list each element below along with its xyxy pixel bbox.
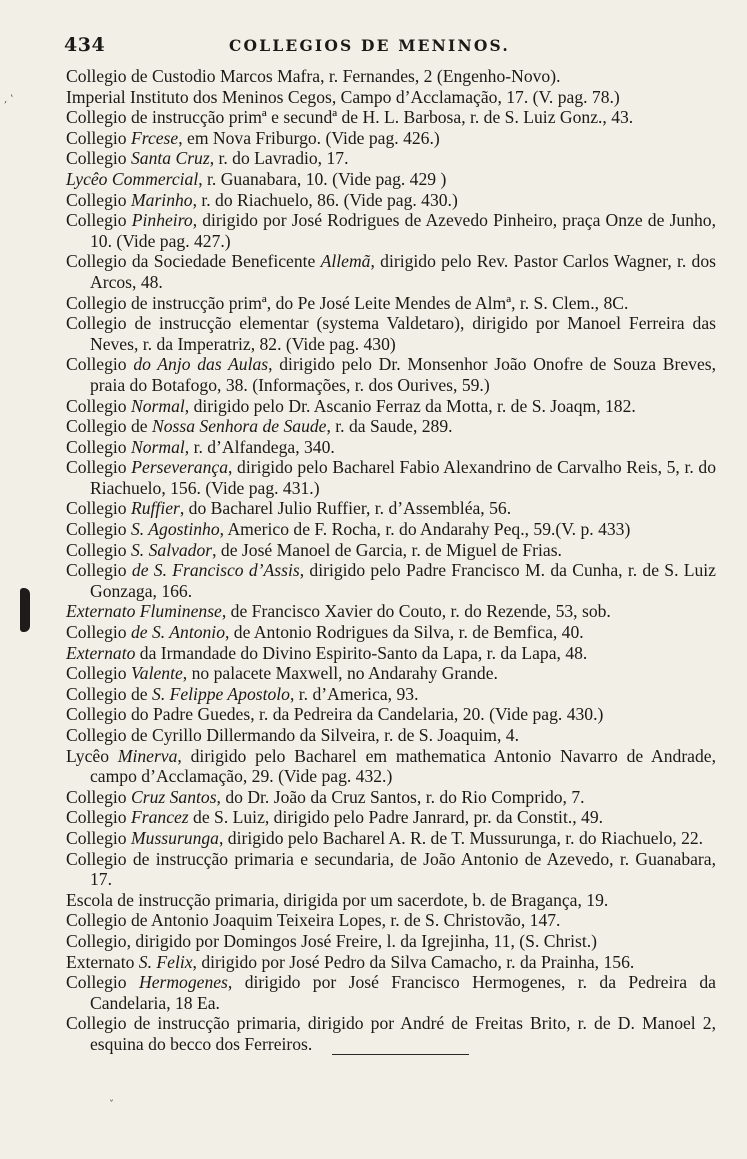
school-entry [66, 498, 716, 519]
school-name-italic: S. Agostinho [131, 519, 220, 540]
entry-text: Collegio [66, 622, 131, 643]
school-name-italic: Marinho [131, 189, 193, 210]
entry-text: Collegio de Cyrillo Dillermando da Silveira, r. de S. Joaquim, 4. [66, 725, 519, 745]
entry-text: Collegio de instrucção primaria, dirigido por André de Freitas Brito, r. de D. Manoel 2, esquina do becco dos Ferreiros. [66, 1013, 716, 1054]
entry-text: , Americo de F. Rocha, r. do Andarahy Peq., 59.(V. p. 433) [219, 519, 631, 540]
school-entry [66, 416, 716, 437]
ink-blot [20, 588, 30, 632]
school-entry [66, 849, 716, 890]
school-name-italic: Frcese [131, 127, 179, 148]
school-name-italic: Hermogenes [138, 972, 228, 993]
entry-text: , r. do Lavradio, 17. [209, 148, 349, 169]
entry-text: Collegio [66, 436, 131, 457]
school-entry [66, 601, 716, 622]
school-entry [66, 560, 716, 601]
school-entry [66, 66, 716, 87]
school-entry [66, 663, 716, 684]
entry-text: , r. Guanabara, 10. (Vide pag. 429 ) [198, 168, 447, 189]
entry-text: Collegio [66, 189, 131, 210]
entry-text: Collegio [66, 807, 131, 828]
entry-text: , dirigido pelo Bacharel Fabio Alexandrino de Carvalho Reis, 5, r. do Riachuelo, 156. (Vide pag. 431.) [90, 457, 717, 498]
school-name-italic: do Anjo das Aulas [133, 354, 269, 375]
entry-text: , no palacete Maxwell, no Andarahy Grande. [182, 663, 498, 684]
page-header [64, 34, 664, 60]
entry-text: , de Antonio Rodrigues da Silva, r. de Bemfica, 40. [225, 622, 584, 643]
entry-text: Collegio de instrucção elementar (systema Valdetaro), dirigido por Manoel Ferreira das Neves, r. da Imperatriz, 82. (Vide pag. 430) [66, 313, 716, 354]
entry-text: Collegio [66, 498, 131, 519]
school-name-italic: Minerva [117, 745, 178, 766]
school-name-italic: Lycêo Commercial [66, 168, 199, 189]
entry-text: , de José Manoel de Garcia, r. de Miguel de Frias. [212, 539, 562, 560]
entry-text: Collegio de instrucção primª e secundª de H. L. Barbosa, r. de S. Luiz Gonz., 43. [66, 107, 634, 128]
entry-text: Collegio da Sociedade Beneficente [66, 251, 321, 272]
entry-text: Collegio [66, 539, 131, 560]
entry-text: , dirigido pelo Padre Francisco M. da Cunha, r. de S. Luiz Gonzaga, 166. [90, 560, 716, 601]
entry-text: , r. d’Alfandega, 340. [184, 436, 335, 457]
entry-text: , r. da Saude, 289. [326, 416, 453, 437]
school-entry [66, 293, 716, 314]
school-listing [66, 66, 716, 1055]
school-entry [66, 972, 716, 1013]
entry-text: , dirigido pelo Bacharel A. R. de T. Mussurunga, r. do Riachuelo, 22. [218, 827, 704, 848]
school-entry [66, 622, 716, 643]
school-entry [66, 807, 716, 828]
school-name-italic: Normal [131, 395, 185, 416]
school-entry [66, 354, 716, 395]
school-entry [66, 210, 716, 251]
entry-text: , do Bacharel Julio Ruffier, r. d’Assembléa, 56. [179, 498, 512, 519]
entry-text: Collegio [66, 354, 134, 375]
entry-text: Collegio, dirigido por Domingos José Freire, l. da Igrejinha, 11, (S. Christ.) [66, 930, 598, 951]
school-name-italic: S. Salvador [131, 539, 213, 560]
school-entry [66, 519, 716, 540]
school-name-italic: de S. Francisco d’Assis [131, 560, 300, 581]
entry-text: , dirigido por José Francisco Hermogenes, r. da Pedreira da Candelaria, 18 Ea. [90, 972, 716, 1013]
school-name-italic: Ruffier [131, 498, 180, 519]
entry-text: Collegio de [66, 416, 153, 437]
entry-text: , dirigido pelo Dr. Monsenhor João Onofre de Souza Breves, praia do Botafogo, 38. (Informações, r. dos Ourives, 59.) [90, 354, 716, 395]
entry-text: Imperial Instituto dos Meninos Cegos, Campo d’Acclamação, 17. (V. pag. 78.) [66, 86, 620, 107]
school-name-italic: Normal [131, 436, 185, 457]
school-entry [66, 251, 716, 292]
school-name-italic: Externato Fluminense [66, 601, 222, 622]
school-entry [66, 746, 716, 787]
school-name-italic: de S. Antonio [131, 622, 225, 643]
entry-text: Collegio [66, 827, 131, 848]
entry-text: Collegio [66, 395, 131, 416]
entry-text: Collegio de instrucção primª, do Pe José Leite Mendes de Almª, r. S. Clem., 8C. [66, 292, 629, 313]
stray-mark: ˇ [109, 1100, 114, 1111]
entry-text: Externato [66, 951, 139, 972]
school-entry [66, 107, 716, 128]
entry-text: , r. d’America, 93. [289, 683, 419, 704]
entry-text: Lycêo [66, 745, 118, 766]
school-entry [66, 890, 716, 911]
entry-text: , dirigido por José Pedro da Silva Camacho, r. da Prainha, 156. [192, 951, 635, 972]
school-name-italic: Mussurunga [131, 827, 219, 848]
entry-text: Collegio [66, 972, 139, 993]
school-name-italic: Perseverança [131, 457, 228, 478]
school-entry [66, 684, 716, 705]
school-entry [66, 87, 716, 108]
entry-text: da Irmandade do Divino Espirito-Santo da Lapa, r. da Lapa, 48. [135, 642, 588, 663]
school-name-italic: Allemã [320, 251, 371, 272]
entry-text: Collegio de instrucção primaria e secundaria, de João Antonio de Azevedo, r. Guanabara, 17. [66, 848, 716, 890]
entry-text: , em Nova Friburgo. (Vide pag. 426.) [178, 127, 440, 148]
entry-text: Collegio [66, 663, 131, 684]
school-entry [66, 128, 716, 149]
entry-text: Collegio [66, 786, 131, 807]
school-entry [66, 1013, 716, 1054]
entry-text: , do Dr. João da Cruz Santos, r. do Rio Comprido, 7. [216, 786, 585, 807]
school-entry [66, 148, 716, 169]
school-entry [66, 313, 716, 354]
school-entry [66, 457, 716, 498]
entry-text: , dirigido pelo Rev. Pastor Carlos Wagner, r. dos Arcos, 48. [90, 251, 716, 292]
school-entry [66, 169, 716, 190]
school-name-italic: S. Felippe Apostolo [152, 683, 290, 704]
school-entry [66, 910, 716, 931]
school-name-italic: S. Felix [138, 951, 193, 972]
school-entry [66, 704, 716, 725]
school-entry [66, 931, 716, 952]
school-entry [66, 396, 716, 417]
entry-text: , dirigido por José Rodrigues de Azevedo Pinheiro, praça Onze de Junho, 10. (Vide pag. 427.) [90, 210, 716, 251]
school-entry [66, 437, 716, 458]
school-entry [66, 540, 716, 561]
school-name-italic: Pinheiro [131, 210, 193, 231]
school-entry [66, 643, 716, 664]
entry-text: , de Francisco Xavier do Couto, r. do Rezende, 53, sob. [221, 601, 611, 622]
school-entry [66, 828, 716, 849]
entry-text: Collegio [66, 560, 132, 581]
entry-text: Collegio [66, 519, 131, 540]
school-name-italic: Cruz Santos [131, 786, 217, 807]
school-entry [66, 787, 716, 808]
entry-text: , dirigido pelo Dr. Ascanio Ferraz da Motta, r. de S. Joaqm, 182. [184, 395, 636, 416]
margin-mark: ‚ ‛ [4, 94, 14, 105]
entry-text: Collegio [66, 457, 132, 478]
entry-text: Collegio [66, 148, 131, 169]
school-entry [66, 190, 716, 211]
page-number: 434 [64, 34, 106, 56]
entry-text: , r. do Riachuelo, 86. (Vide pag. 430.) [192, 189, 458, 210]
entry-text: Collegio [66, 210, 132, 231]
school-name-italic: Santa Cruz [131, 148, 210, 169]
entry-text: Escola de instrucção primaria, dirigida por um sacerdote, b. de Bragança, 19. [66, 889, 609, 910]
entry-text: Collegio de [66, 683, 153, 704]
school-name-italic: Francez [131, 807, 189, 828]
school-entry [66, 952, 716, 973]
school-name-italic: Externato [66, 642, 136, 663]
entry-text: , dirigido pelo Bacharel em mathematica Antonio Navarro de Andrade, campo d’Acclamação, 29. (Vide pag. 432.) [90, 745, 717, 787]
entry-text: Collegio do Padre Guedes, r. da Pedreira da Candelaria, 20. (Vide pag. 430.) [66, 704, 604, 725]
school-name-italic: Nossa Senhora de Saude [152, 416, 327, 437]
running-title: COLLEGIOS DE MENINOS. [229, 36, 510, 55]
school-entry [66, 725, 716, 746]
entry-text: de S. Luiz, dirigido pelo Padre Janrard, pr. da Constit., 49. [188, 807, 604, 828]
entry-text: Collegio de Antonio Joaquim Teixeira Lopes, r. de S. Christovão, 147. [66, 910, 561, 931]
entry-text: Collegio [66, 127, 131, 148]
entry-text: Collegio de Custodio Marcos Mafra, r. Fernandes, 2 (Engenho-Novo). [66, 66, 561, 86]
school-name-italic: Valente [131, 663, 183, 684]
section-rule [332, 1054, 469, 1055]
